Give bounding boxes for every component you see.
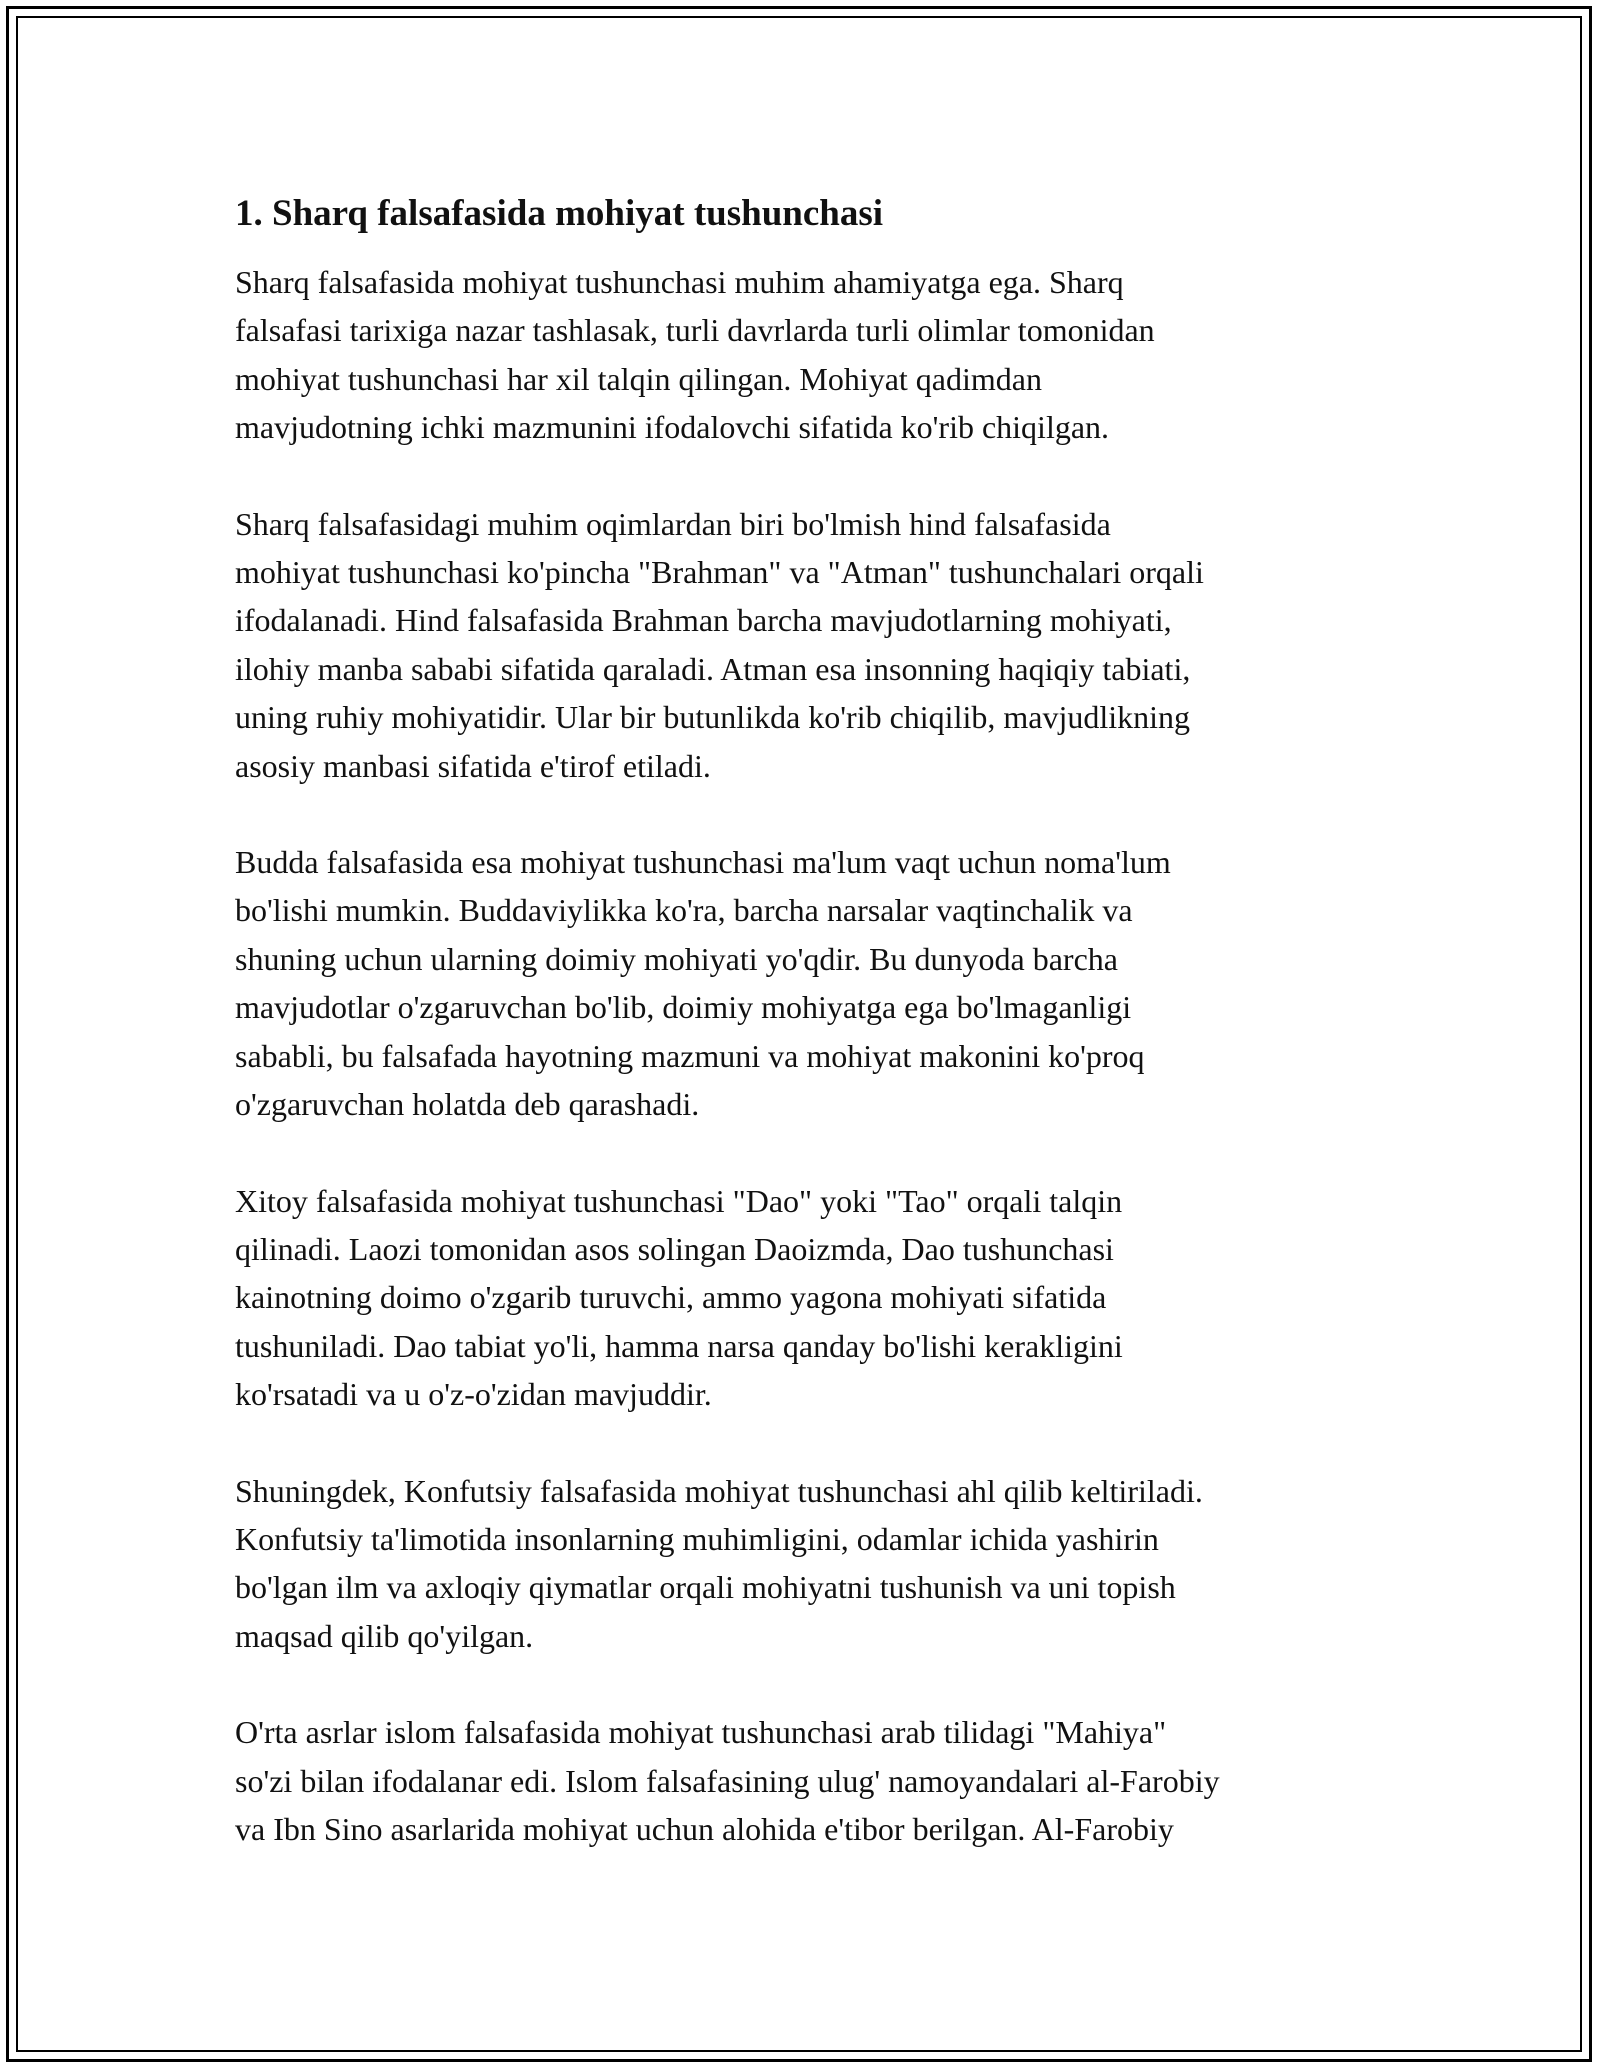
text-line: mavjudotlar o'zgaruvchan bo'lib, doimiy mohiyatga ega bo'lmaganligi [235, 989, 1132, 1026]
text-line: Shuningdek, Konfutsiy falsafasida mohiyat tushunchasi ahl qilib keltiriladi. [235, 1472, 1203, 1509]
paragraph-intro [235, 258, 1375, 452]
text-line: tushuniladi. Dao tabiat yo'li, hamma narsa qanday bo'lishi kerakligini [235, 1327, 1123, 1364]
text-line: so'zi bilan ifodalanar edi. Islom falsafasining ulug' namoyandalari al-Farobiy [235, 1762, 1220, 1799]
text-line: o'zgaruvchan holatda deb qarashadi. [235, 1086, 700, 1123]
text-line: Xitoy falsafasida mohiyat tushunchasi "Dao" yoki "Tao" orqali talqin [235, 1182, 1123, 1219]
text-line: O'rta asrlar islom falsafasida mohiyat tushunchasi arab tilidagi "Mahiya" [235, 1714, 1167, 1751]
text-line: maqsad qilib qo'yilgan. [235, 1617, 534, 1654]
text-line: uning ruhiy mohiyatidir. Ular bir butunlikda ko'rib chiqilib, mavjudlikning [235, 699, 1190, 736]
text-line: Sharq falsafasidagi muhim oqimlardan biri bo'lmish hind falsafasida [235, 505, 1111, 542]
document-body [235, 188, 1375, 1901]
text-line: Budda falsafasida esa mohiyat tushunchasi ma'lum vaqt uchun noma'lum [235, 844, 1171, 881]
text-line: Konfutsiy ta'limotida insonlarning muhimligini, odamlar ichida yashirin [235, 1520, 1159, 1557]
text-line: shuning uchun ularning doimiy mohiyati yo'qdir. Bu dunyoda barcha [235, 940, 1118, 977]
paragraph-confucian-philosophy [235, 1467, 1375, 1661]
text-line: asosiy manbasi sifatida e'tirof etiladi. [235, 747, 711, 784]
paragraph-chinese-philosophy [235, 1177, 1375, 1419]
paragraph-hindu-philosophy [235, 500, 1375, 790]
text-line: qilinadi. Laozi tomonidan asos solingan Daoizmda, Dao tushunchasi [235, 1230, 1114, 1267]
text-line: bo'lgan ilm va axloqiy qiymatlar orqali mohiyatni tushunish va uni topish [235, 1569, 1176, 1606]
text-line: mohiyat tushunchasi ko'pincha "Brahman" va "Atman" tushunchalari orqali [235, 554, 1204, 591]
paragraph-buddhist-philosophy [235, 838, 1375, 1128]
text-line: mavjudotning ichki mazmunini ifodalovchi sifatida ko'rib chiqilgan. [235, 409, 1110, 446]
text-line: ko'rsatadi va u o'z-o'zidan mavjuddir. [235, 1376, 712, 1413]
text-line: sababli, bu falsafada hayotning mazmuni va mohiyat makonini ko'proq [235, 1037, 1145, 1074]
paragraph-islamic-philosophy [235, 1708, 1375, 1853]
text-line: bo'lishi mumkin. Buddaviylikka ko'ra, barcha narsalar vaqtinchalik va [235, 892, 1133, 929]
text-line: falsafasi tarixiga nazar tashlasak, turli davrlarda turli olimlar tomonidan [235, 312, 1155, 349]
text-line: ilohiy manba sababi sifatida qaraladi. Atman esa insonning haqiqiy tabiati, [235, 650, 1191, 687]
section-heading: 1. Sharq falsafasida mohiyat tushunchasi [235, 193, 884, 234]
text-line: mohiyat tushunchasi har xil talqin qilingan. Mohiyat qadimdan [235, 360, 1042, 397]
text-line: Sharq falsafasida mohiyat tushunchasi muhim ahamiyatga ega. Sharq [235, 264, 1124, 300]
text-line: ifodalanadi. Hind falsafasida Brahman barcha mavjudotlarning mohiyati, [235, 602, 1172, 639]
text-line: va Ibn Sino asarlarida mohiyat uchun alohida e'tibor berilgan. Al-Farobiy [235, 1810, 1174, 1847]
text-line: kainotning doimo o'zgarib turuvchi, ammo yagona mohiyati sifatida [235, 1279, 1107, 1316]
